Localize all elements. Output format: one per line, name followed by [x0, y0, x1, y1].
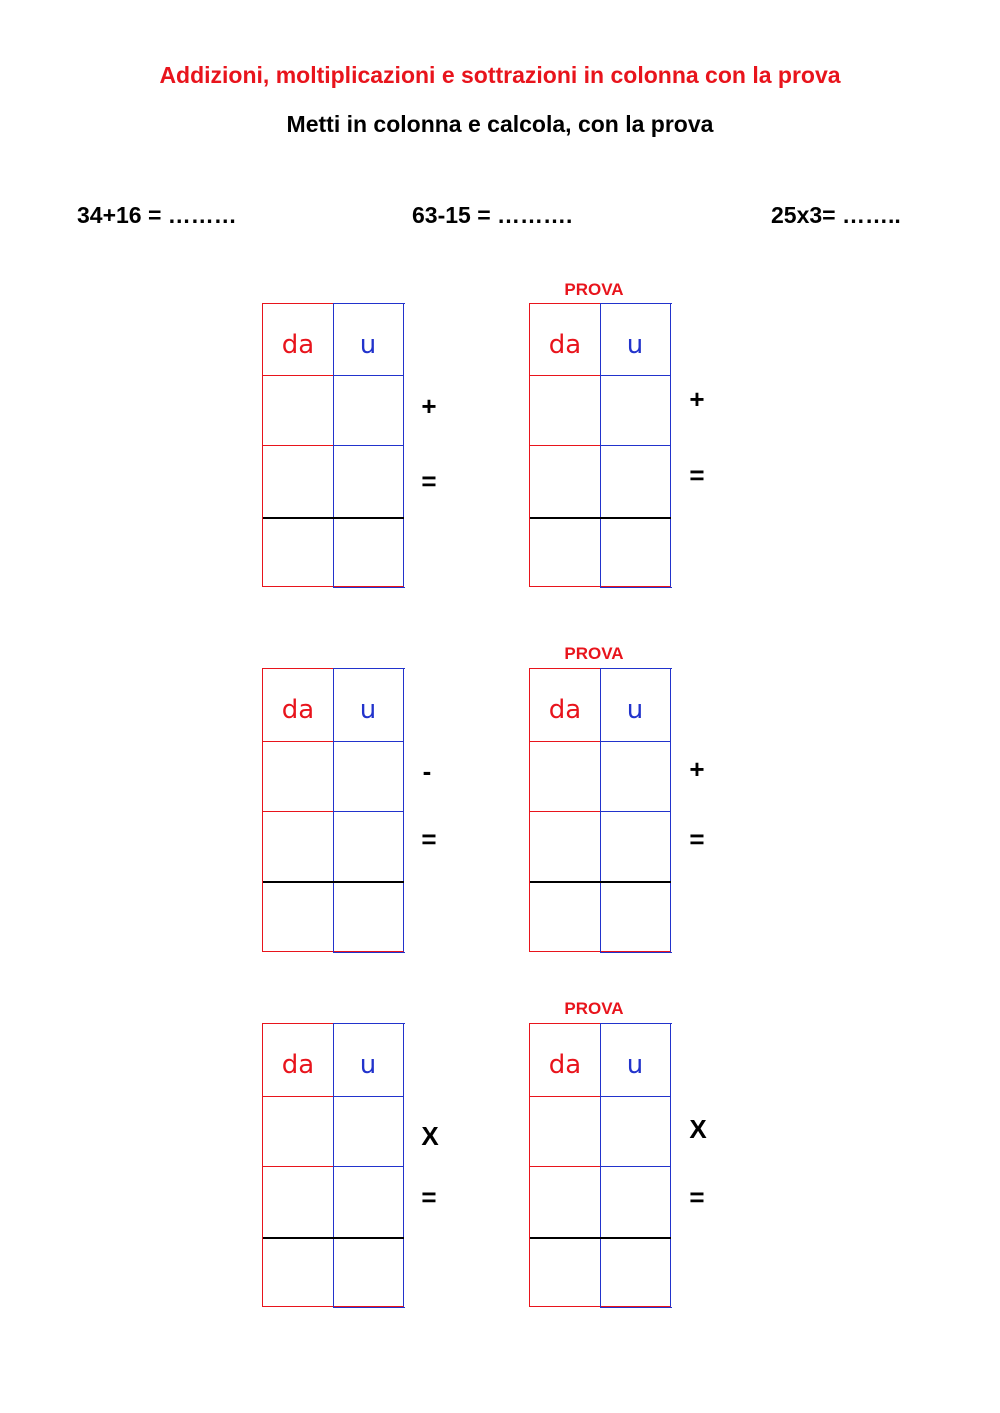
problem-addition: 34+16 = ………	[77, 202, 237, 228]
plus-sign: +	[689, 384, 705, 414]
units-header: u	[626, 695, 644, 725]
equals-sign: =	[421, 824, 437, 854]
equals-sign: =	[689, 1182, 705, 1212]
prova-label: PROVA	[564, 999, 624, 1018]
multiplication-grid[interactable]	[262, 1023, 404, 1307]
multiplication-check-grid[interactable]	[529, 1023, 671, 1307]
plus-sign: +	[689, 754, 705, 784]
worksheet-subtitle: Metti in colonna e calcola, con la prova	[286, 111, 714, 137]
equals-sign: =	[421, 1182, 437, 1212]
units-header: u	[359, 1050, 377, 1080]
subtraction-check-grid[interactable]	[529, 668, 671, 952]
equals-sign: =	[689, 824, 705, 854]
prova-label: PROVA	[564, 280, 624, 299]
units-header: u	[626, 1050, 644, 1080]
tens-header: da	[281, 1050, 315, 1080]
equals-sign: =	[421, 466, 437, 496]
result-line	[263, 1237, 404, 1239]
units-header: u	[359, 695, 377, 725]
result-line	[530, 881, 671, 883]
plus-sign: +	[421, 391, 437, 421]
tens-header: da	[548, 330, 582, 360]
addition-grid[interactable]	[262, 303, 404, 587]
tens-header: da	[281, 330, 315, 360]
problem-subtraction: 63-15 = ……….	[412, 202, 573, 228]
prova-label: PROVA	[564, 644, 624, 663]
units-header: u	[359, 330, 377, 360]
result-line	[530, 1237, 671, 1239]
equals-sign: =	[689, 460, 705, 490]
addition-check-grid[interactable]	[529, 303, 671, 587]
tens-header: da	[281, 695, 315, 725]
result-line	[263, 881, 404, 883]
times-sign: X	[689, 1114, 707, 1144]
problem-multiplication: 25x3= ……..	[771, 202, 901, 228]
units-header: u	[626, 330, 644, 360]
minus-sign: -	[422, 756, 432, 786]
result-line	[263, 517, 404, 519]
subtraction-grid[interactable]	[262, 668, 404, 952]
tens-header: da	[548, 1050, 582, 1080]
tens-header: da	[548, 695, 582, 725]
result-line	[530, 517, 671, 519]
times-sign: X	[421, 1121, 439, 1151]
worksheet-title: Addizioni, moltiplicazioni e sottrazioni in colonna con la prova	[159, 62, 841, 88]
